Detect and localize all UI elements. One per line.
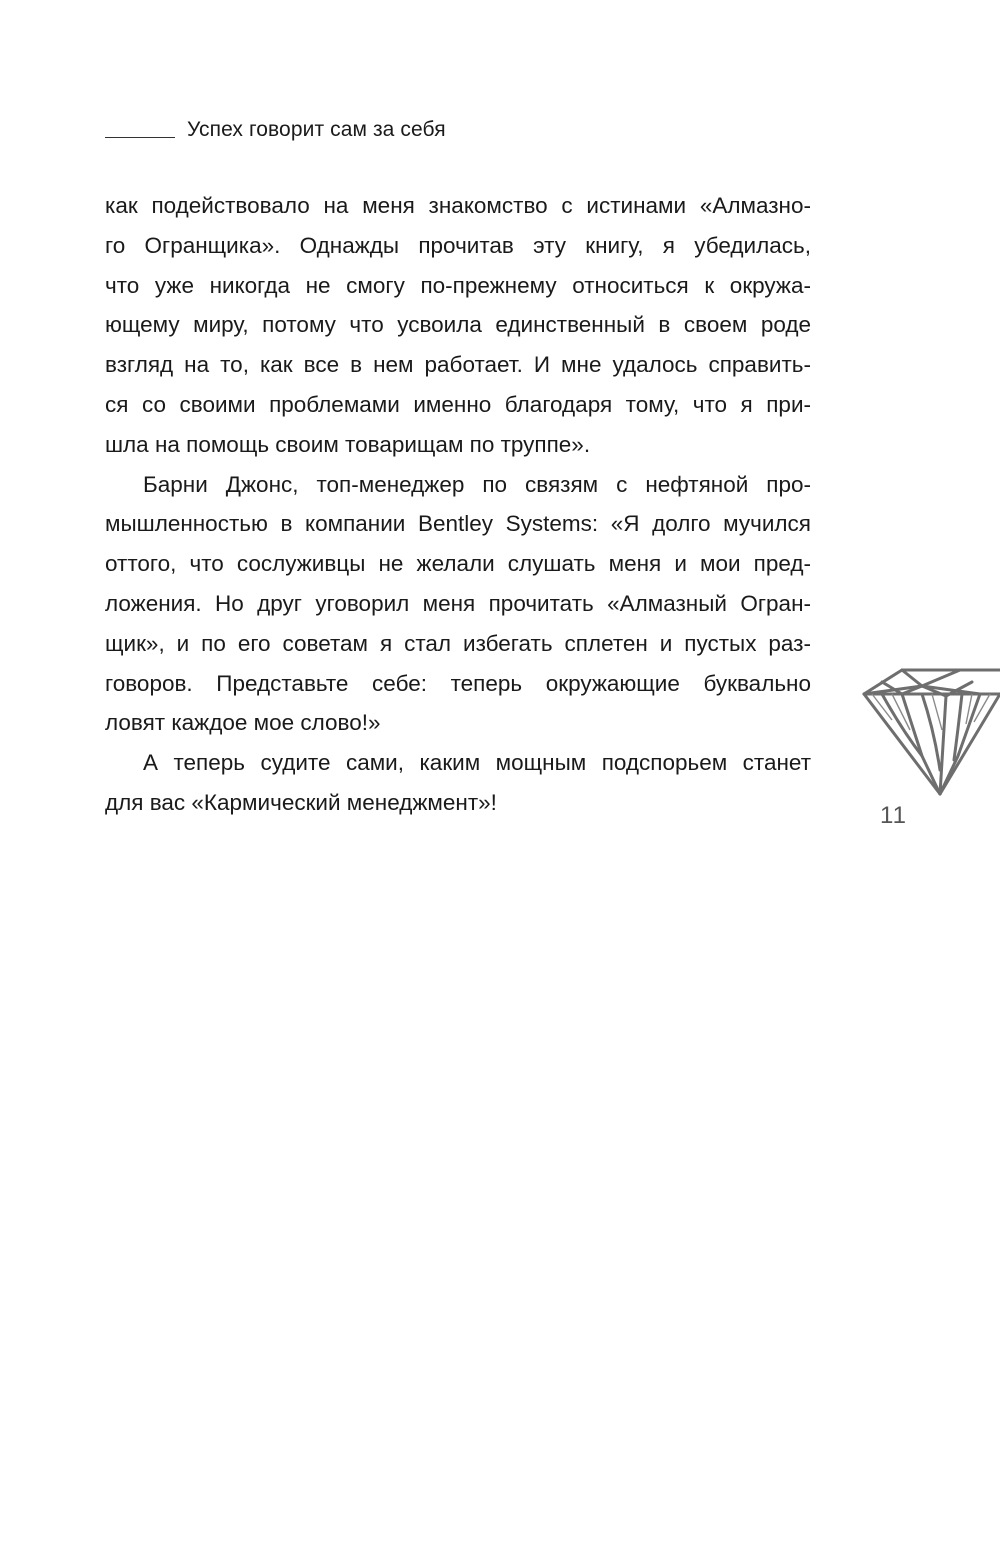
- text-line: для вас «Кармический менеджмент»!: [105, 789, 497, 815]
- text-line: щик», и по его советам я стал избегать сплетен и пустых раз-: [105, 630, 811, 656]
- text-line: оттого, что сослуживцы не желали слушать меня и мои пред-: [105, 551, 811, 577]
- paragraph: [105, 743, 811, 823]
- text-line: ся со своими проблемами именно благодаря тому, что я при-: [105, 391, 811, 417]
- text-line: говоров. Представьте себе: теперь окружающие буквально: [105, 670, 811, 696]
- diamond-icon: [862, 660, 1000, 800]
- text-line: мышленностью в компании Bentley Systems: «Я долго мучился: [105, 511, 811, 537]
- running-header: [105, 118, 446, 142]
- text-line: А теперь судите сами, каким мощным подспорьем станет: [143, 750, 811, 776]
- text-line: что уже никогда не смогу по-прежнему относиться к окружа-: [105, 272, 811, 298]
- text-line: Барни Джонс, топ-менеджер по связям с нефтяной про-: [143, 471, 811, 497]
- text-line: го Огранщика». Однажды прочитав эту книгу, я убедилась,: [105, 232, 811, 258]
- header-title: Успех говорит сам за себя: [187, 118, 446, 141]
- text-line: как подействовало на меня знакомство с истинами «Алмазно-: [105, 193, 811, 218]
- paragraph: [105, 186, 811, 465]
- text-line: шла на помощь своим товарищам по труппе».: [105, 431, 591, 457]
- text-line: ющему миру, потому что усвоила единственный в своем роде: [105, 312, 811, 338]
- text-line: ложения. Но друг уговорил меня прочитать «Алмазный Огран-: [105, 590, 811, 616]
- paragraph: [105, 465, 811, 744]
- text-line: взгляд на то, как все в нем работает. И мне удалось справить-: [105, 352, 811, 378]
- header-rule: [105, 137, 175, 138]
- text-line: ловят каждое мое слово!»: [105, 710, 381, 736]
- body-text: [105, 186, 811, 823]
- page-number: 11: [880, 802, 907, 829]
